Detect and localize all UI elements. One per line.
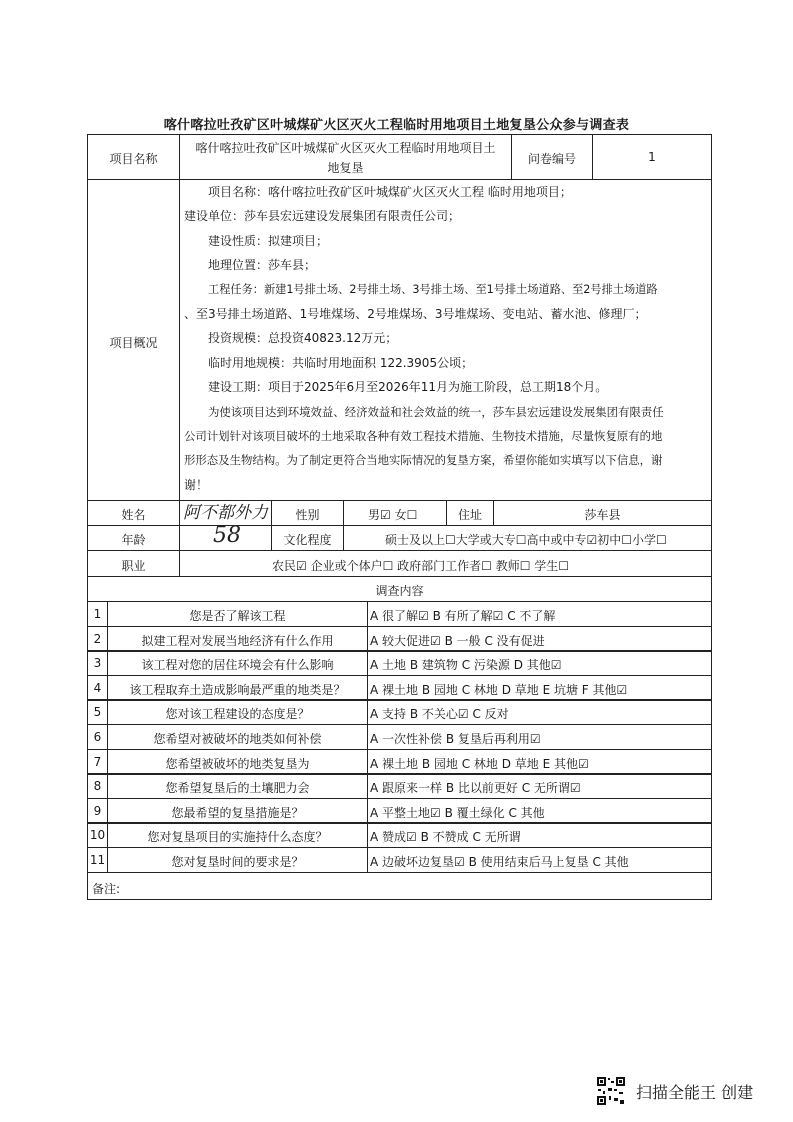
answer-options: A 裸土地 B 园地 C 林地 D 草地 E 其他☑ bbox=[370, 757, 589, 771]
gender-options: 男☑ 女☐ bbox=[368, 508, 418, 522]
occupation-label: 职业 bbox=[121, 559, 146, 573]
address-value: 莎车县 bbox=[584, 508, 621, 522]
question-number: 1 bbox=[93, 607, 102, 621]
question-number: 2 bbox=[93, 632, 102, 646]
handwritten-name: 阿不都外力 bbox=[183, 503, 268, 523]
education-options: 硕士及以上☐大学或大专☐高中或中专☑初中☐小学☐ bbox=[385, 533, 667, 547]
question-text: 拟建工程对发展当地经济有什么作用 bbox=[141, 634, 334, 648]
question-number: 8 bbox=[93, 779, 102, 793]
handwritten-age: 58 bbox=[213, 523, 241, 548]
gender-label: 性别 bbox=[295, 508, 320, 522]
answer-options: A 跟原来一样 B 比以前更好 C 无所谓☑ bbox=[370, 781, 581, 795]
overview-line: 建设单位：莎车县宏远建设发展集团有限责任公司； bbox=[184, 209, 461, 224]
question-text: 您希望复垦后的土壤肥力会 bbox=[165, 781, 310, 795]
occupation-options: 农民☑ 企业或个体户☐ 政府部门工作者☐ 教师☐ 学生☐ bbox=[272, 559, 570, 573]
answer-options: A 土地 B 建筑物 C 污染源 D 其他☑ bbox=[370, 658, 562, 672]
answer-options: A 赞成☑ B 不赞成 C 无所谓 bbox=[370, 830, 521, 844]
overview-line: 地理位置：莎车县； bbox=[208, 258, 317, 273]
address-label: 住址 bbox=[457, 508, 482, 522]
question-number: 10 bbox=[89, 828, 106, 842]
question-number: 3 bbox=[93, 656, 102, 670]
qr-code-icon bbox=[596, 1076, 626, 1106]
document-title: 喀什喀拉吐孜矿区叶城煤矿火区灭火工程临时用地项目土地复垦公众参与调查表 bbox=[163, 118, 630, 133]
remarks-cell bbox=[87, 872, 712, 900]
answer-options: A 裸土地 B 园地 C 林地 D 草地 E 坑塘 F 其他☑ bbox=[370, 683, 628, 697]
survey-header: 调查内容 bbox=[375, 584, 424, 598]
question-text: 您希望对被破坏的地类如何补偿 bbox=[153, 732, 322, 746]
education-label: 文化程度 bbox=[283, 533, 332, 547]
overview-line: 、至3号排土场道路、1号堆煤场、2号堆煤场、3号堆煤场、变电站、蓄水池、修理厂； bbox=[184, 307, 647, 322]
question-text: 您希望被破坏的地类复垦为 bbox=[165, 757, 310, 771]
age-label: 年龄 bbox=[121, 533, 146, 547]
overview-line: 为使该项目达到环境效益、经济效益和社会效益的统一，莎车县宏远建设发展集团有限责任 bbox=[208, 404, 664, 419]
overview-text bbox=[184, 180, 712, 497]
answer-options: A 一次性补偿 B 复垦后再利用☑ bbox=[370, 732, 541, 746]
question-number: 5 bbox=[93, 705, 102, 719]
questionnaire-no-label: 问卷编号 bbox=[527, 152, 576, 166]
overview-line: 建设性质：拟建项目； bbox=[208, 233, 329, 248]
overview-line: 临时用地规模：共临时用地面积 122.3905公顷； bbox=[208, 355, 474, 370]
question-text: 您对复垦时间的要求是？ bbox=[171, 855, 304, 869]
overview-line: 公司计划针对该项目破坏的土地采取各种有效工程技术措施、生物技术措施，尽量恢复原有的地 bbox=[184, 429, 663, 444]
question-text: 您最希望的复垦措施是？ bbox=[171, 806, 304, 820]
question-number: 4 bbox=[93, 681, 102, 695]
overview-line: 工程任务：新建1号排土场、2号排土场、3号排土场、至1号排土场道路、至2号排土场道路 bbox=[208, 282, 658, 296]
project-name-label: 项目名称 bbox=[109, 152, 158, 166]
overview-line: 建设工期：项目于2025年6月至2026年11月为施工阶段，总工期18个月。 bbox=[208, 380, 608, 395]
overview-line: 投资规模：总投资40823.12万元； bbox=[208, 331, 398, 346]
question-number: 6 bbox=[93, 730, 102, 744]
overview-line: 形形态及生物结构。为了制定更符合当地实际情况的复垦方案，希望你能如实填写以下信息，谢 bbox=[184, 453, 663, 468]
answer-options: A 较大促进☑ B 一般 C 没有促进 bbox=[370, 634, 545, 648]
question-number: 7 bbox=[93, 755, 102, 769]
question-text: 该工程取弃土造成影响最严重的地类是？ bbox=[129, 683, 346, 697]
question-text: 该工程对您的居住环境会有什么影响 bbox=[141, 658, 334, 672]
overview-label: 项目概况 bbox=[109, 336, 158, 350]
question-text: 您对该工程建设的态度是？ bbox=[165, 707, 310, 721]
question-text: 您是否了解该工程 bbox=[189, 609, 286, 623]
overview-line: 谢！ bbox=[184, 477, 209, 492]
overview-line: 项目名称：喀什喀拉吐孜矿区叶城煤矿火区灭火工程 临时用地项目； bbox=[208, 185, 572, 199]
scanner-watermark: 扫描全能王 创建 bbox=[636, 1083, 754, 1102]
answer-options: A 很了解☑ B 有所了解☑ C 不了解 bbox=[370, 609, 556, 623]
answer-options: A 平整土地☑ B 覆土绿化 C 其他 bbox=[370, 806, 545, 820]
remarks-label: 备注: bbox=[92, 882, 121, 896]
answer-options: A 支持 B 不关心☑ C 反对 bbox=[370, 707, 509, 721]
question-number: 9 bbox=[93, 804, 102, 818]
project-name-line1: 喀什喀拉吐孜矿区叶城煤矿火区灭火工程临时用地项目土 bbox=[195, 141, 496, 155]
question-number: 11 bbox=[89, 853, 106, 867]
project-name-line2: 地复垦 bbox=[327, 161, 364, 175]
questionnaire-no: 1 bbox=[648, 150, 656, 164]
question-text: 您对复垦项目的实施持什么态度？ bbox=[147, 830, 328, 844]
name-label: 姓名 bbox=[121, 508, 146, 522]
answer-options: A 边破坏边复垦☑ B 使用结束后马上复垦 C 其他 bbox=[370, 855, 629, 869]
